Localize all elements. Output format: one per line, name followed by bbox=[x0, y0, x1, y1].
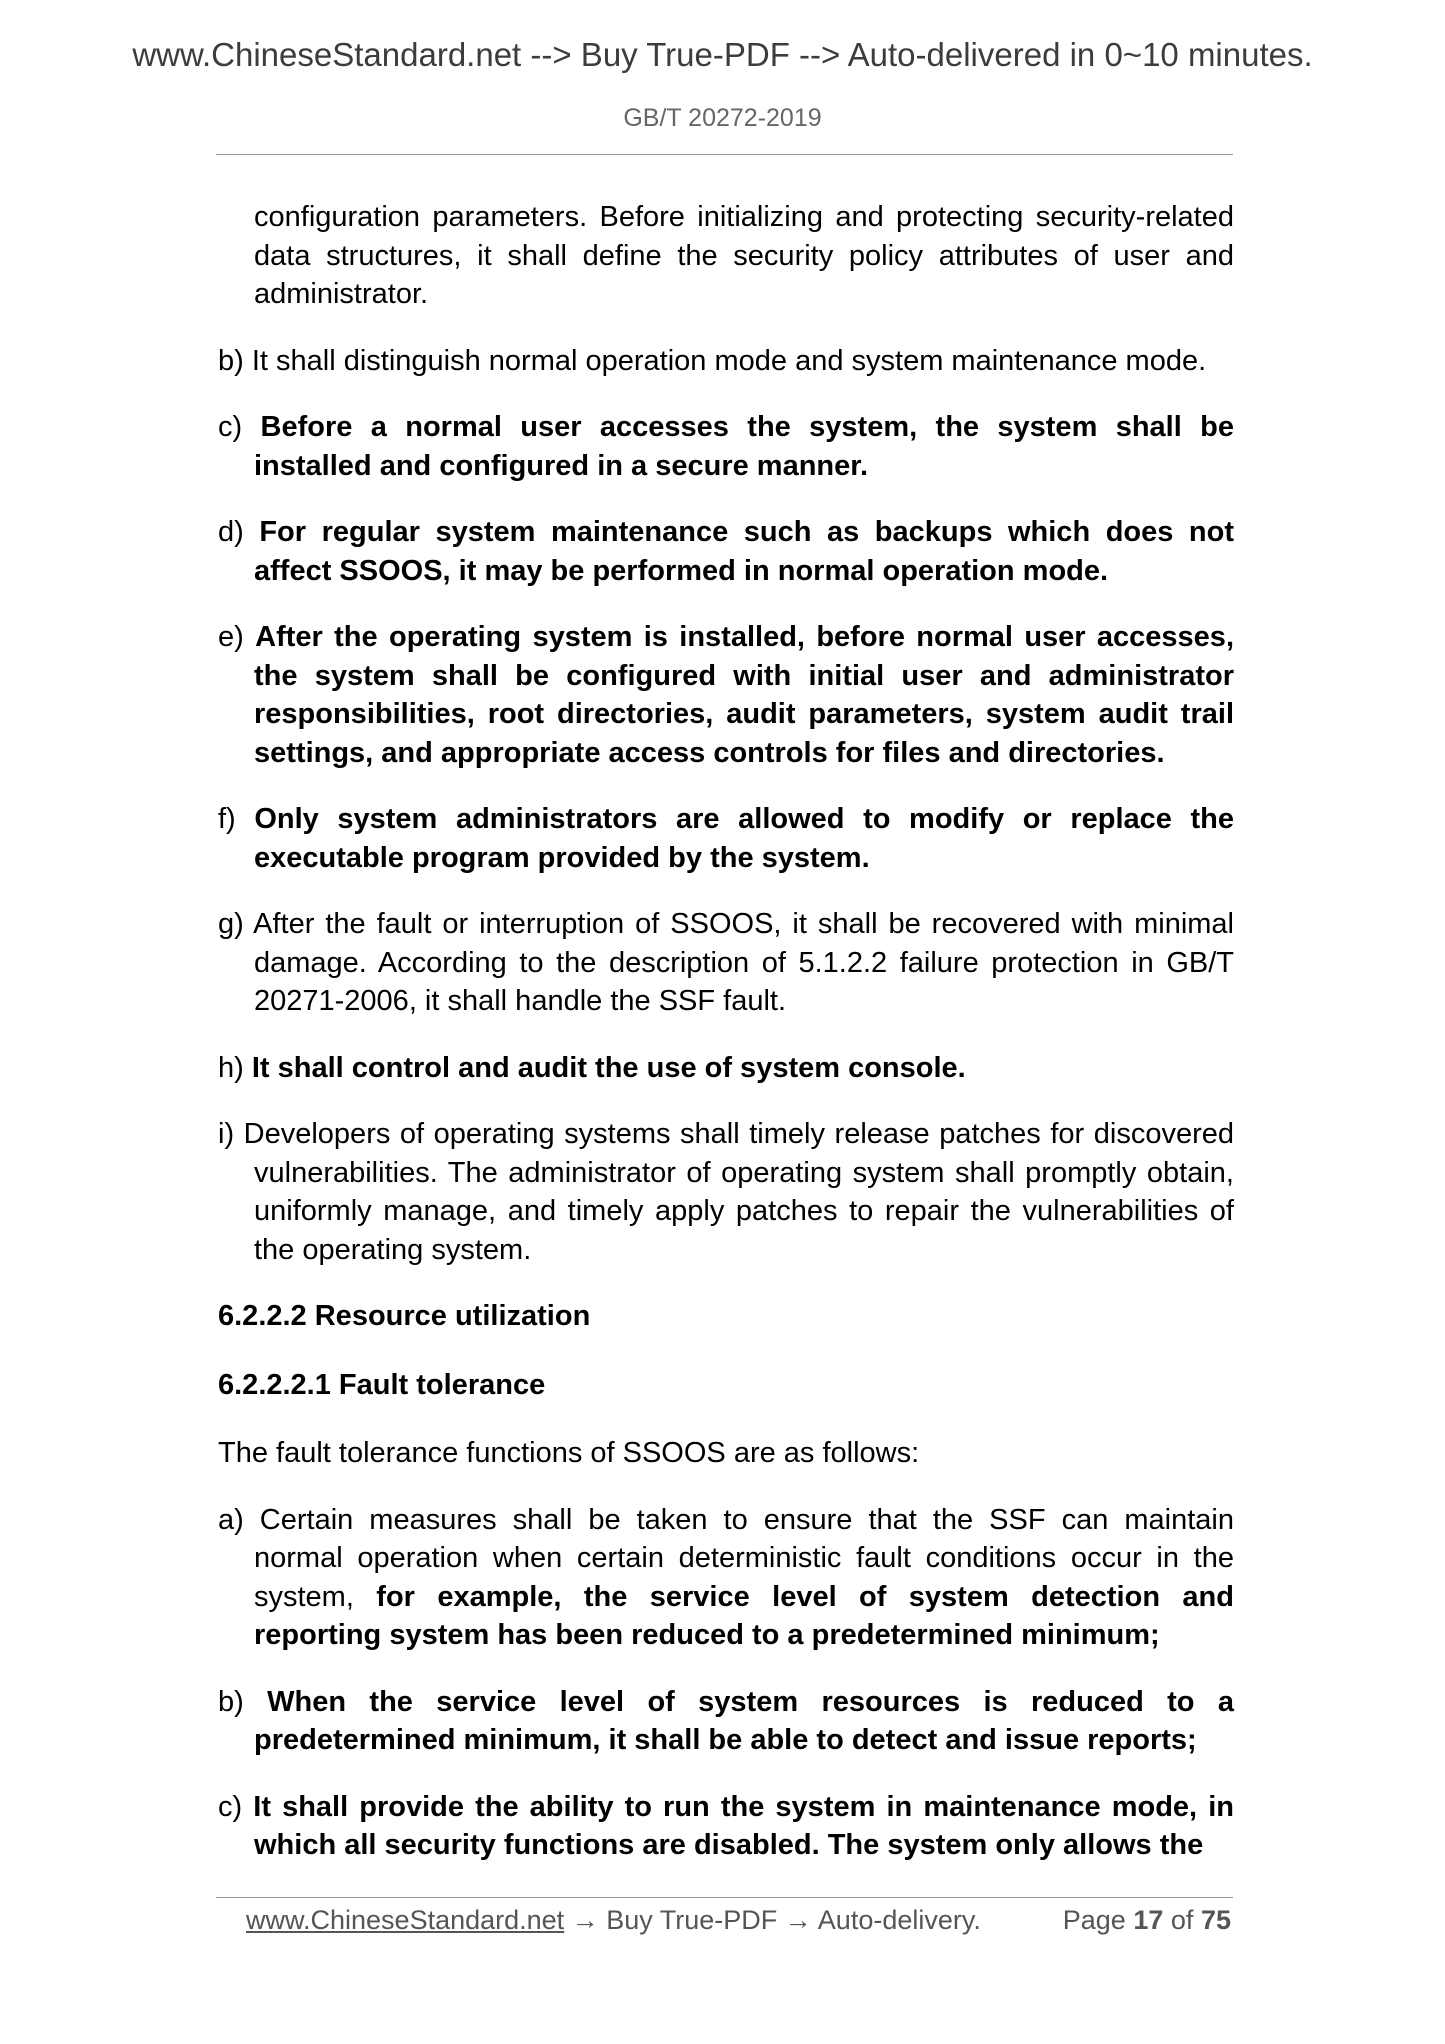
list-item-f bbox=[218, 800, 1234, 877]
item-a-continuation: configuration parameters. Before initializing and protecting security-related data structures, it shall define the security policy attributes of user and administrator. bbox=[254, 201, 1234, 310]
top-banner: www.ChineseStandard.net --> Buy True-PDF --> Auto-delivered in 0~10 minutes. bbox=[132, 36, 1313, 73]
fault-item-c bbox=[218, 1788, 1234, 1865]
item-text: Before a normal user accesses the system, the system shall be installed and configured in a secure manner. bbox=[254, 411, 1234, 482]
subsection-heading: 6.2.2.2.1 Fault tolerance bbox=[218, 1368, 546, 1401]
item-text-plain: a) Certain measures shall be taken to ensure that the SSF can maintain normal operation when certain deterministic fault conditions occur in the system, bbox=[218, 1503, 1234, 1613]
item-text: It shall control and audit the use of system console. bbox=[251, 1051, 966, 1084]
page-total: 75 bbox=[1200, 1905, 1231, 1935]
item-text: Only system administrators are allowed to modify or replace the executable program provided by the system. bbox=[254, 803, 1234, 874]
item-marker: e) bbox=[218, 621, 244, 653]
item-marker: b) bbox=[218, 1685, 244, 1718]
page-content bbox=[218, 198, 1234, 1865]
item-marker: c) bbox=[218, 1790, 243, 1823]
item-text: When the service level of system resources is reduced to a predetermined minimum, it shall be able to detect and issue reports; bbox=[254, 1685, 1234, 1756]
fault-item-a bbox=[218, 1501, 1234, 1655]
footer-buy-text: Buy True-PDF bbox=[606, 1905, 778, 1935]
fault-item-b bbox=[218, 1683, 1234, 1760]
item-text: For regular system maintenance such as backups which does not affect SSOOS, it may be performed in normal operation mode. bbox=[254, 516, 1235, 587]
list-item-g: g) After the fault or interruption of SSOOS, it shall be recovered with minimal damage. According to the description of 5.1.2.2 failure protection in GB/T 20271-2006, it shall handle the SSF fault. bbox=[218, 908, 1234, 1017]
page-number: 17 bbox=[1133, 1905, 1164, 1935]
item-text-bold: for example, the service level of system detection and reporting system has been reduced to a predetermined minimum; bbox=[254, 1580, 1234, 1651]
footer-auto-text: Auto-delivery. bbox=[817, 1905, 981, 1935]
list-item-d bbox=[218, 513, 1234, 590]
page-label: Page bbox=[1062, 1905, 1126, 1935]
intro-paragraph: The fault tolerance functions of SSOOS are as follows: bbox=[218, 1437, 920, 1469]
footer-site-link[interactable]: www.ChineseStandard.net bbox=[246, 1905, 565, 1935]
item-marker: c) bbox=[218, 411, 243, 443]
list-item-i: i) Developers of operating systems shall timely release patches for discovered vulnerabilities. The administrator of operating system shall promptly obtain, uniformly manage, and timely apply patches to repair the vulnerabilities of the operating system. bbox=[218, 1118, 1234, 1266]
footer-rule bbox=[216, 1897, 1233, 1898]
document-code: GB/T 20272-2019 bbox=[623, 104, 822, 132]
item-text: It shall provide the ability to run the system in maintenance mode, in which all security functions are disabled. The system only allows the bbox=[253, 1790, 1234, 1861]
item-text: After the operating system is installed, before normal user accesses, the system shall be configured with initial user and administrator responsibilities, root directories, audit parameters, system audit trail settings, and appropriate access controls for files and directories. bbox=[254, 621, 1234, 769]
header-rule bbox=[216, 154, 1233, 155]
list-item-b: b) It shall distinguish normal operation mode and system maintenance mode. bbox=[218, 344, 1207, 377]
item-marker: d) bbox=[218, 516, 244, 548]
section-heading: 6.2.2.2 Resource utilization bbox=[218, 1300, 591, 1332]
footer bbox=[246, 1902, 1231, 1938]
list-item-h bbox=[218, 1049, 1234, 1088]
item-marker: f) bbox=[218, 803, 236, 835]
item-marker: h) bbox=[218, 1051, 244, 1084]
list-item-c bbox=[218, 408, 1234, 485]
page-indicator bbox=[1063, 1902, 1231, 1938]
list-item-e bbox=[218, 618, 1234, 772]
arrow-icon: → bbox=[571, 1905, 599, 1935]
arrow-icon: → bbox=[784, 1905, 812, 1935]
of-label: of bbox=[1170, 1905, 1194, 1935]
